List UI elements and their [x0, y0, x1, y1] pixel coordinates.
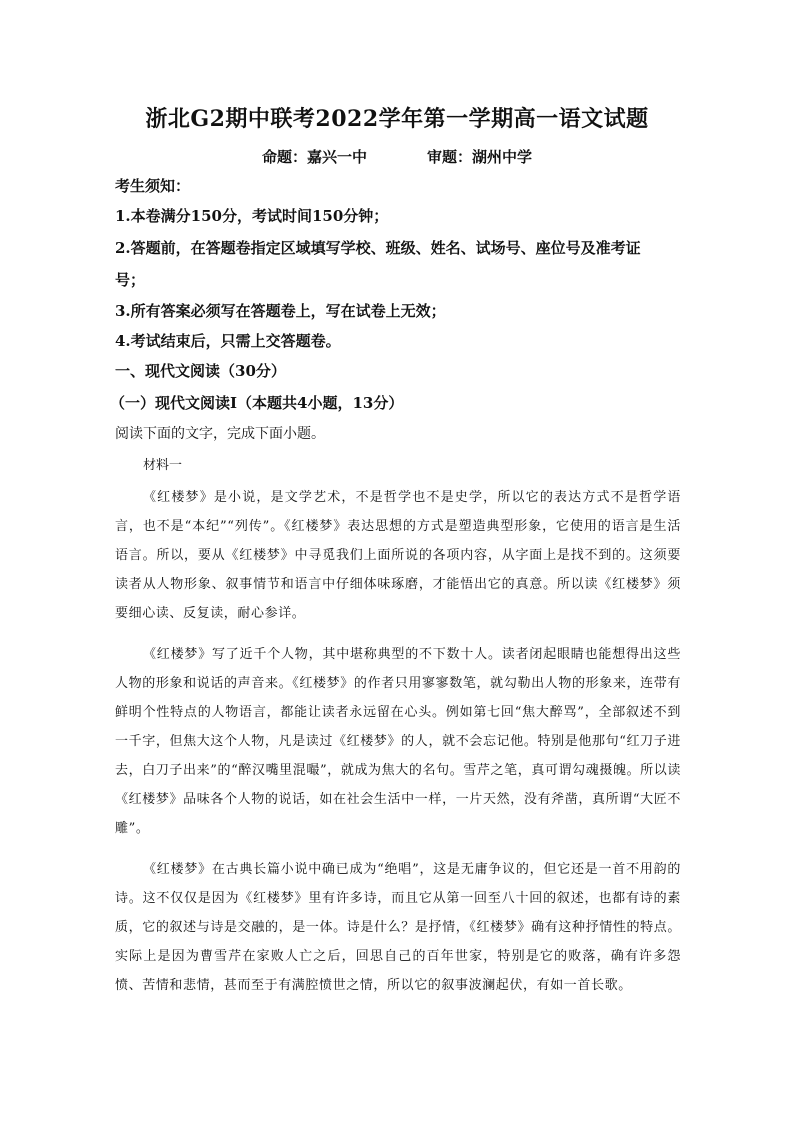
reading-instruction: 阅读下面的文字，完成下面小题。	[115, 426, 325, 442]
subsection-heading: （一）现代文阅读Ⅰ（本题共4小题，13分）	[110, 394, 404, 412]
paragraph-3: 《红楼梦》在古典长篇小说中确已成为“绝唱”，这是无庸争议的，但它还是一首不用韵的诗。这不仅仅是因为《红楼梦》里有许多诗，而且它从第一回至八十回的叙述，也都有诗的素质，它的叙述与诗是交融的，是一体。诗是什么？是抒情，《红楼梦》确有这种抒情性的特点。实际上是因为曹雪芹在家败人亡之后，回思自己的百年世家，特别是它的败落，确有许多怨愤、苦情和悲情，甚而至于有满腔愤世之情，所以它的叙事波澜起伏，有如一首长歌。	[115, 862, 681, 993]
exam-title: 浙北G2期中联考2022学年第一学期高一语文试题	[145, 106, 649, 132]
material-label: 材料一	[143, 458, 183, 473]
reviewer-credit: 审题：湖州中学	[427, 148, 533, 166]
section-heading: 一、现代文阅读（30分）	[115, 362, 286, 380]
notice-heading: 考生须知：	[115, 177, 191, 195]
paragraph-2: 《红楼梦》写了近千个人物，其中堪称典型的不下数十人。读者闭起眼睛也能想得出这些人物的形象和说话的声音来。《红楼梦》的作者只用寥寥数笔，就勾勒出人物的形象来，连带有鲜明个性特点的人物语言，都能让读者永远留在心头。例如第七回“焦大醉骂”，全部叙述不到一千字，但焦大这个人物，凡是读过《红楼梦》的人，就不会忘记他。特别是他那句“红刀子进去，白刀子出来”的“醉汉嘴里混嘬”，就成为焦大的名句。雪芹之笔，真可谓勾魂摄魄。所以读《红楼梦》品味各个人物的说话，如在社会生活中一样，一片天然，没有斧凿，真所谓“大匠不雕”。	[115, 647, 681, 836]
notice-item-4: 4.考试结束后，只需上交答题卷。	[115, 332, 341, 350]
author-credit: 命题：嘉兴一中	[261, 148, 367, 166]
notice-item-1: 1.本卷满分150分，考试时间150分钟；	[115, 207, 389, 225]
notice-item-3: 3.所有答案必须写在答题卷上，写在试卷上无效；	[115, 302, 446, 320]
notice-item-2: 2.答题前，在答题卷指定区域填写学校、班级、姓名、试场号、座位号及准考证	[115, 239, 641, 257]
exam-credits	[0, 146, 794, 167]
notice-item-2-cont: 号；	[115, 271, 146, 289]
paragraph-1: 《红楼梦》是小说，是文学艺术，不是哲学也不是史学，所以它的表达方式不是哲学语言，也不是“本纪”“列传”。《红楼梦》表达思想的方式是塑造典型形象，它使用的语言是生活语言。所以，要从《红楼梦》中寻觅我们上面所说的各项内容，从字面上是找不到的。这须要读者从人物形象、叙事情节和语言中仔细体味琢磨，才能悟出它的真意。所以读《红楼梦》须要细心读、反复读，耐心参详。	[115, 490, 681, 621]
